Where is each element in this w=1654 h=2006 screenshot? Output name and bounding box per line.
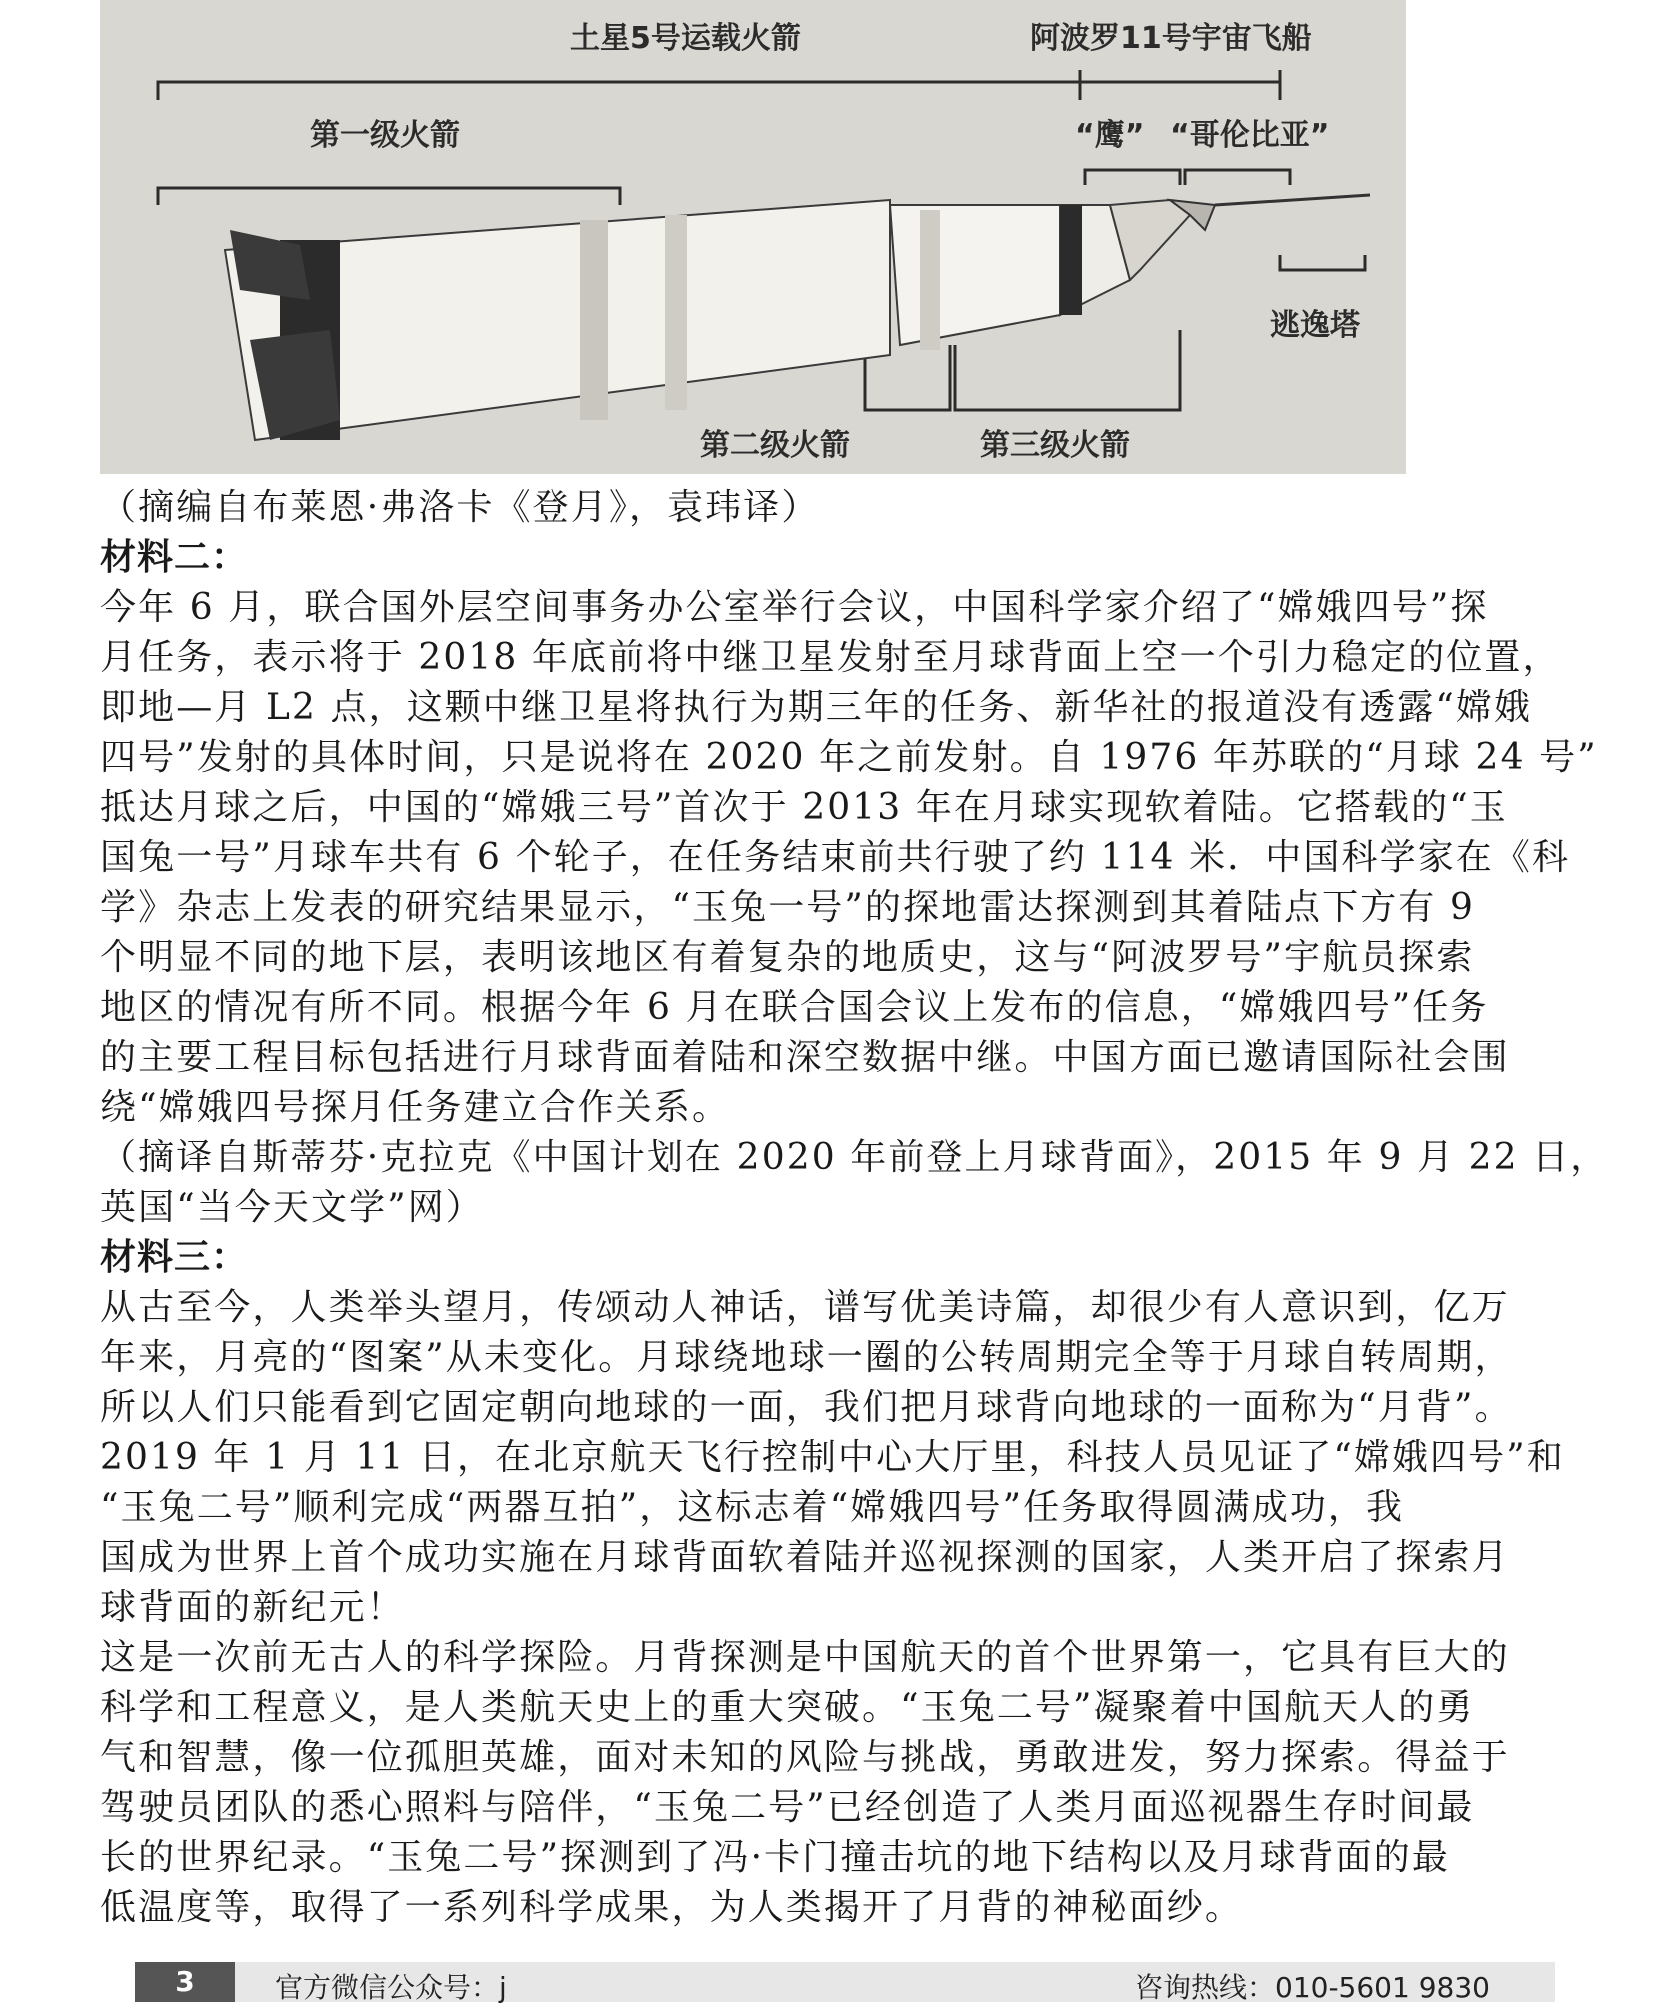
stage3-bracket bbox=[955, 330, 1180, 410]
tower-bracket bbox=[1280, 255, 1365, 270]
paragraph-line: 月任务，表示将于 2018 年底前将中继卫星发射至月球背面上空一个引力稳定的位置， bbox=[100, 637, 1561, 678]
eagle-label: “鹰” bbox=[1075, 118, 1145, 153]
paragraph-line: 的主要工程目标包括进行月球背面着陆和深空数据中继。中国方面已邀请国际社会围 bbox=[100, 1037, 1510, 1078]
paragraph-line: 抵达月球之后，中国的“嫦娥三号”首次于 2013 年在月球实现软着陆。它搭载的“玉 bbox=[100, 787, 1508, 828]
columbia-bracket bbox=[1185, 170, 1290, 185]
paragraph-line: 四号”发射的具体时间，只是说将在 2020 年之前发射。自 1976 年苏联的“月球 24 号” bbox=[100, 737, 1598, 778]
material-three-heading: 材料三： bbox=[100, 1237, 249, 1278]
paragraph-line: 长的世界纪录。“玉兔二号”探测到了冯·卡门撞击坑的地下结构以及月球背面的最 bbox=[100, 1837, 1450, 1878]
rocket-figure bbox=[100, 0, 1406, 474]
page-footer bbox=[135, 1962, 1555, 2002]
paragraph-line: 这是一次前无古人的科学探险。月背探测是中国航天的首个世界第一，它具有巨大的 bbox=[100, 1637, 1510, 1678]
source-citation-2: （摘译自斯蒂芬·克拉克《中国计划在 2020 年前登上月球背面》，2015 年 9 月 22 日， bbox=[100, 1137, 1609, 1178]
saturn-v-diagram bbox=[100, 0, 1406, 474]
paragraph-line: 科学和工程意义，是人类航天史上的重大突破。“玉兔二号”凝聚着中国航天人的勇 bbox=[100, 1687, 1475, 1728]
paragraph-line: 驾驶员团队的悉心照料与陪伴，“玉兔二号”已经创造了人类月面巡视器生存时间最 bbox=[100, 1787, 1475, 1828]
paragraph-line: 2019 年 1 月 11 日，在北京航天飞行控制中心大厅里，科技人员见证了“嫦娥四号”和 bbox=[100, 1437, 1565, 1478]
paragraph-line: 气和智慧，像一位孤胆英雄，面对未知的风险与挑战，勇敢进发，努力探索。得益于 bbox=[100, 1737, 1510, 1778]
source-citation-1: （摘编自布莱恩·弗洛卡《登月》，袁玮译） bbox=[100, 487, 820, 528]
paragraph-line: 国成为世界上首个成功实施在月球背面软着陆并巡视探测的国家，人类开启了探索月 bbox=[100, 1537, 1510, 1578]
paragraph-line: 绕“嫦娥四号探月任务建立合作关系。 bbox=[100, 1087, 731, 1128]
paragraph-line: 地区的情况有所不同。根据今年 6 月在联合国会议上发布的信息，“嫦娥四号”任务 bbox=[100, 987, 1489, 1028]
page-number: 3 bbox=[135, 1962, 235, 2002]
apollo-label: 阿波罗11号宇宙飞船 bbox=[1030, 21, 1312, 56]
paragraph-line: “玉兔二号”顺利完成“两器互拍”，这标志着“嫦娥四号”任务取得圆满成功，我 bbox=[100, 1487, 1405, 1528]
footer-wechat-text: 官方微信公众号：j bbox=[275, 1971, 507, 2004]
paragraph-line: 今年 6 月，联合国外层空间事务办公室举行会议，中国科学家介绍了“嫦娥四号”探 bbox=[100, 587, 1489, 628]
rocket-body bbox=[225, 195, 1370, 440]
source-citation-2-cont: 英国“当今天文学”网） bbox=[100, 1187, 484, 1228]
paragraph-line: 国兔一号”月球车共有 6 个轮子，在任务结束前共行驶了约 114 米．中国科学家在《科 bbox=[100, 837, 1571, 878]
escape-tower-label: 逃逸塔 bbox=[1270, 308, 1360, 343]
paragraph-line: 所以人们只能看到它固定朝向地球的一面，我们把月球背向地球的一面称为“月背”。 bbox=[100, 1387, 1513, 1428]
paragraph-line: 个明显不同的地下层，表明该地区有着复杂的地质史，这与“阿波罗号”宇航员探索 bbox=[100, 937, 1475, 978]
paragraph-line: 学》杂志上发表的研究结果显示，“玉兔一号”的探地雷达探测到其着陆点下方有 9 bbox=[100, 887, 1475, 928]
apollo-bracket bbox=[1080, 82, 1280, 100]
columbia-label: “哥伦比亚” bbox=[1170, 118, 1330, 153]
paragraph-line: 低温度等，取得了一系列科学成果，为人类揭开了月背的神秘面纱。 bbox=[100, 1887, 1244, 1928]
stage3-label: 第三级火箭 bbox=[980, 428, 1130, 463]
eagle-bracket bbox=[1085, 170, 1180, 185]
stage2-label: 第二级火箭 bbox=[700, 428, 850, 463]
paragraph-line: 从古至今，人类举头望月，传颂动人神话，谱写优美诗篇，却很少有人意识到，亿万 bbox=[100, 1287, 1510, 1328]
paragraph-line: 年来，月亮的“图案”从未变化。月球绕地球一圈的公转周期完全等于月球自转周期， bbox=[100, 1337, 1513, 1378]
footer-hotline-text: 咨询热线：010-5601 9830 bbox=[1135, 1971, 1490, 2004]
saturn-bracket bbox=[158, 82, 1080, 100]
stage1-bracket bbox=[158, 188, 620, 205]
paragraph-line: 球背面的新纪元！ bbox=[100, 1587, 405, 1628]
saturn-v-label: 土星5号运载火箭 bbox=[570, 21, 801, 56]
stage1-label: 第一级火箭 bbox=[310, 118, 460, 153]
material-two-heading: 材料二： bbox=[100, 537, 249, 578]
paragraph-line: 即地—月 L2 点，这颗中继卫星将执行为期三年的任务、新华社的报道没有透露“嫦娥 bbox=[100, 687, 1533, 728]
